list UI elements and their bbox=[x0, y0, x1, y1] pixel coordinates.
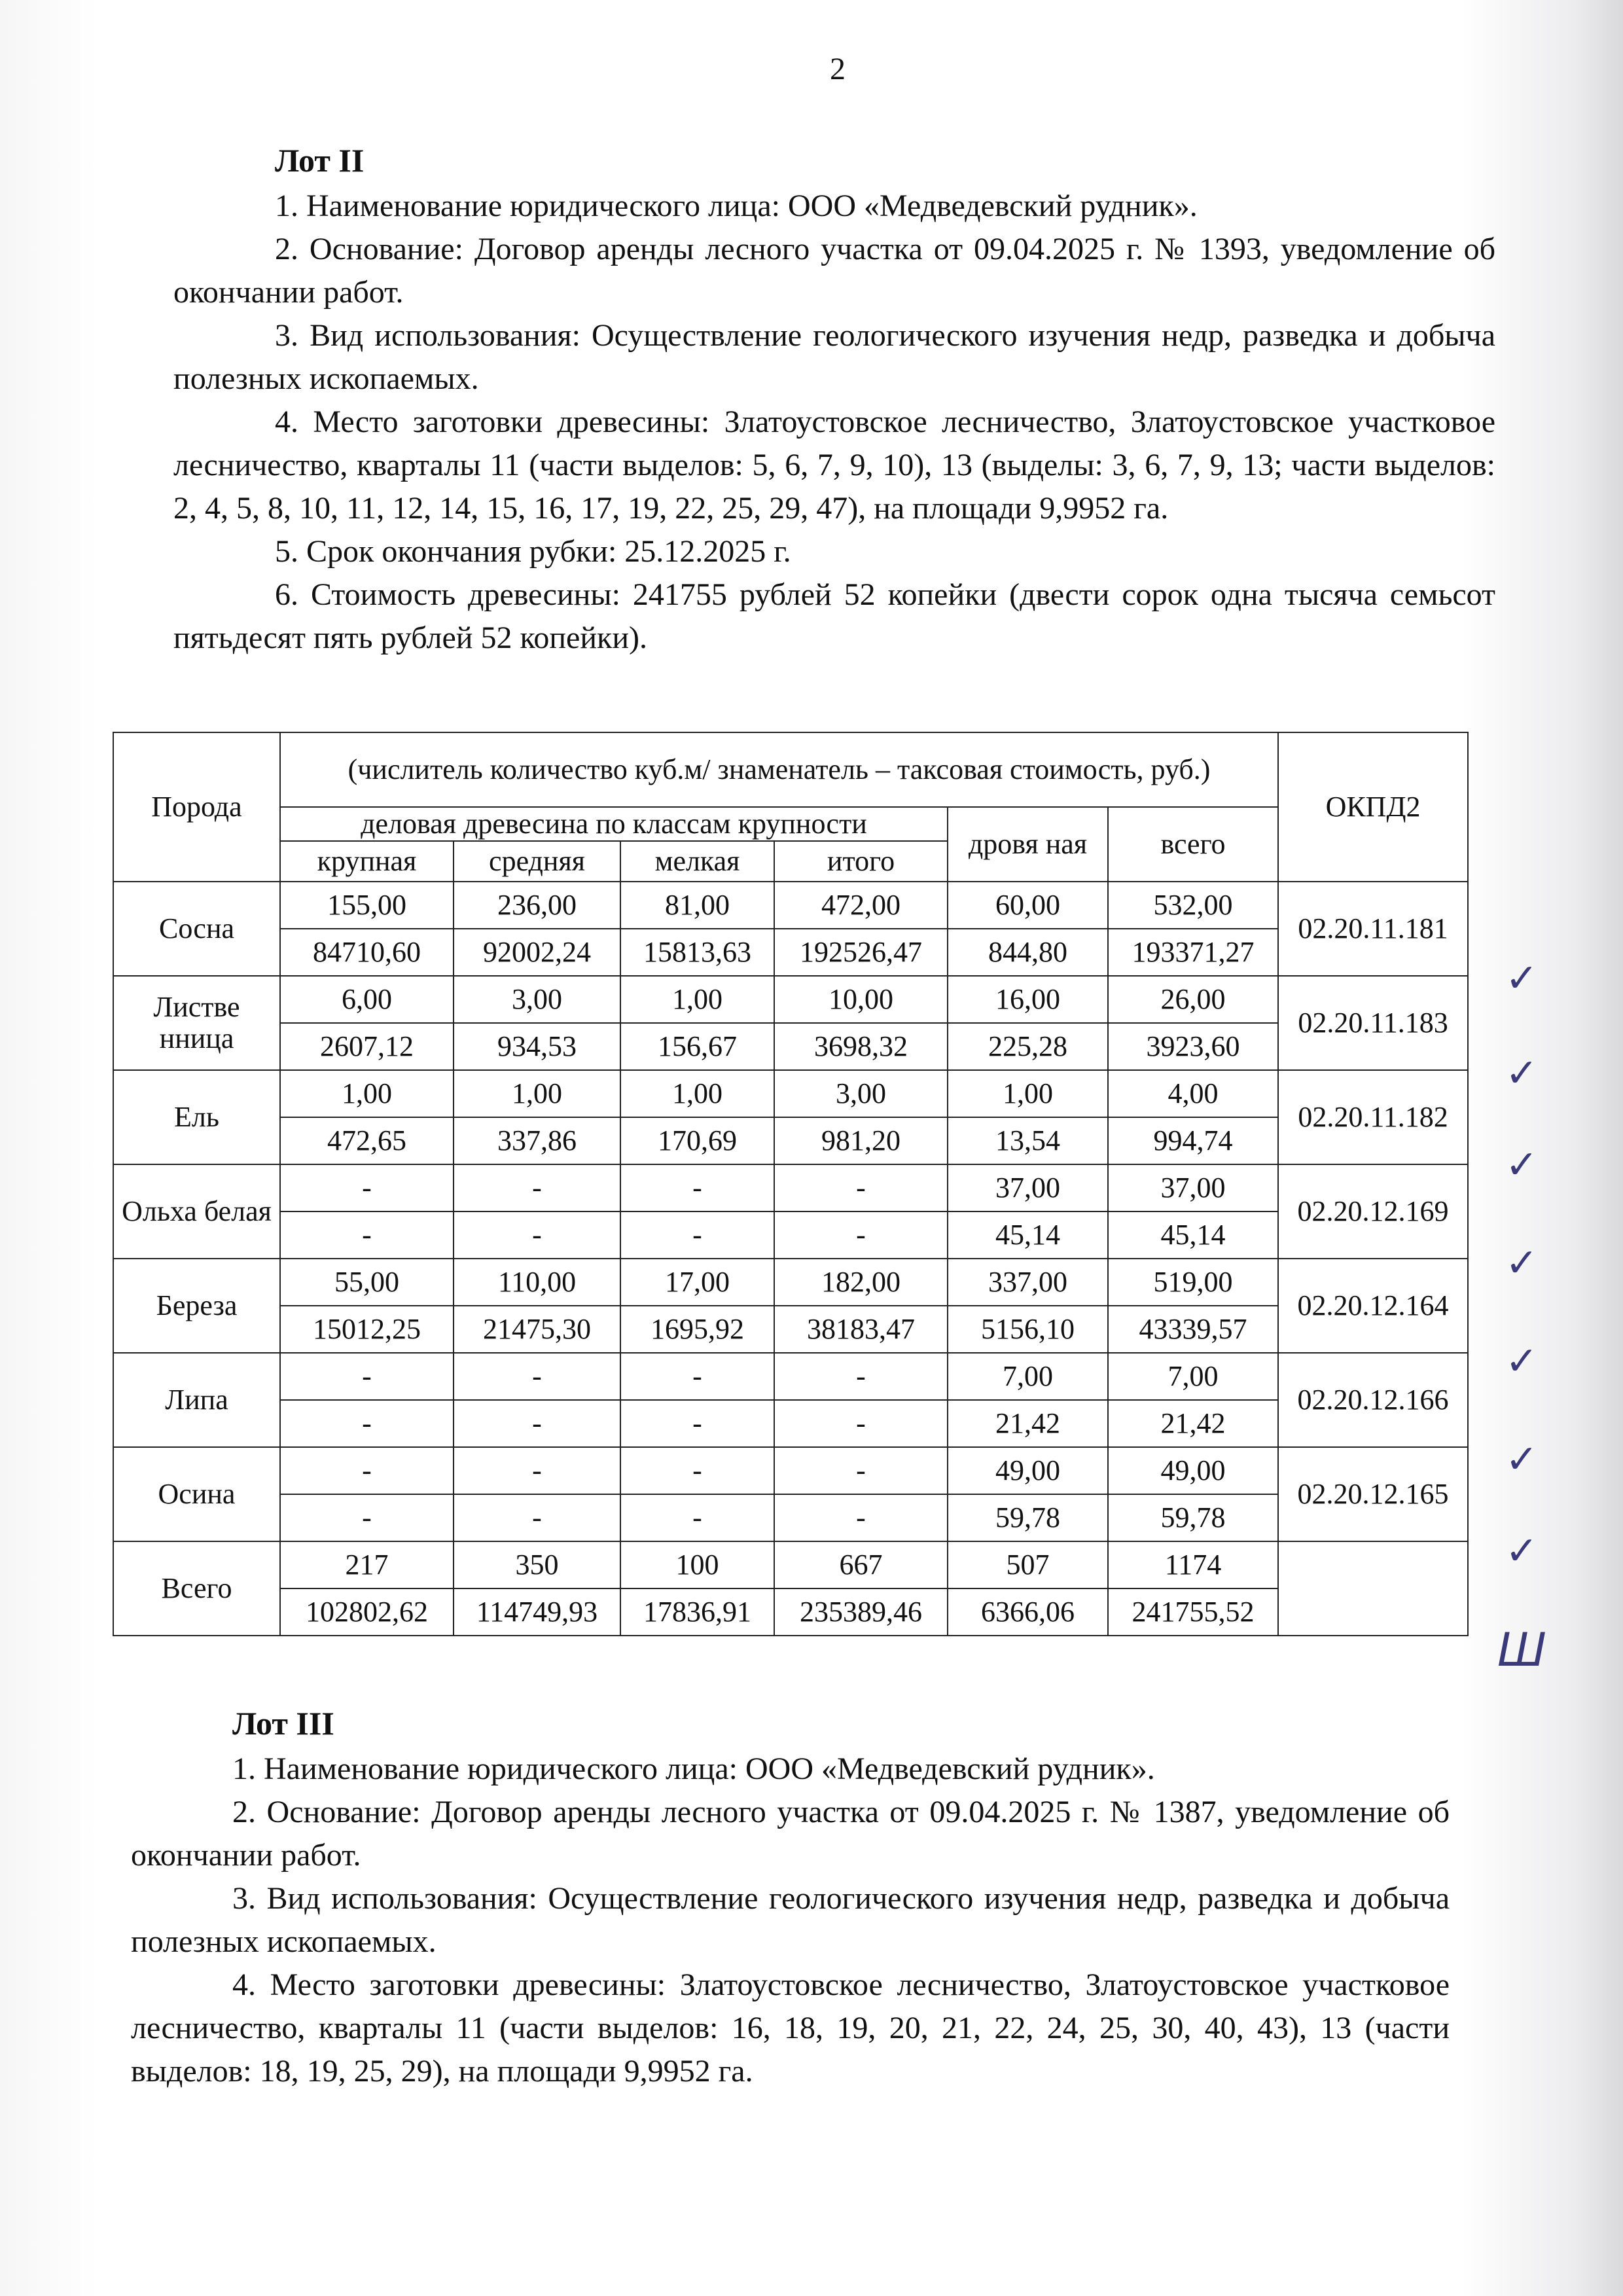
table-row bbox=[113, 1023, 1468, 1070]
species-cell: Листве нница bbox=[113, 976, 280, 1070]
timber-table bbox=[113, 732, 1469, 1636]
species-cell: Ольха белая bbox=[113, 1164, 280, 1259]
volume-cell: 155,00 bbox=[280, 882, 454, 929]
check-mark-icon: ✓ bbox=[1505, 1050, 1539, 1096]
cost-cell: 3923,60 bbox=[1108, 1023, 1278, 1070]
okpd-cell: 02.20.11.183 bbox=[1278, 976, 1468, 1070]
cost-cell: 472,65 bbox=[280, 1117, 454, 1164]
volume-cell: - bbox=[280, 1447, 454, 1494]
cost-cell: 21475,30 bbox=[454, 1306, 620, 1353]
cost-cell: 193371,27 bbox=[1108, 929, 1278, 976]
volume-cell: - bbox=[620, 1164, 774, 1211]
volume-cell: 110,00 bbox=[454, 1259, 620, 1306]
table-body bbox=[113, 882, 1468, 1636]
lot-3-item-1: 1. Наименование юридического лица: ООО «Медведевский рудник». bbox=[232, 1751, 1155, 1786]
cost-cell: - bbox=[620, 1211, 774, 1259]
volume-cell: 1,00 bbox=[620, 1070, 774, 1117]
cost-cell: - bbox=[620, 1494, 774, 1541]
volume-cell: 37,00 bbox=[1108, 1164, 1278, 1211]
volume-cell: 37,00 bbox=[948, 1164, 1108, 1211]
volume-cell: - bbox=[774, 1447, 948, 1494]
check-mark-icon: ✓ bbox=[1505, 1338, 1539, 1384]
species-cell: Сосна bbox=[113, 882, 280, 976]
check-mark-icon: ✓ bbox=[1505, 1528, 1539, 1574]
lot-3-item-4: 4. Место заготовки древесины: Златоустовское лесничество, Златоустовское участковое лесничество, кварталы 11 (части выделов: 16, 18, 19, 20, 21, 22, 24, 25, 30, 40, 43), 13 (части выделов: 18, 19, 25, 29), на площади 9,9952 га. bbox=[131, 1967, 1450, 2089]
lot-2-item-5: 5. Срок окончания рубки: 25.12.2025 г. bbox=[275, 534, 791, 569]
okpd-cell: 02.20.11.181 bbox=[1278, 882, 1468, 976]
volume-cell: 7,00 bbox=[948, 1353, 1108, 1400]
volume-cell: - bbox=[774, 1353, 948, 1400]
cost-cell: - bbox=[774, 1211, 948, 1259]
cost-cell: - bbox=[774, 1400, 948, 1447]
volume-cell: 182,00 bbox=[774, 1259, 948, 1306]
volume-cell: - bbox=[774, 1164, 948, 1211]
cost-cell: 235389,46 bbox=[774, 1588, 948, 1636]
volume-cell: 4,00 bbox=[1108, 1070, 1278, 1117]
cost-cell: 45,14 bbox=[1108, 1211, 1278, 1259]
volume-cell: - bbox=[454, 1353, 620, 1400]
volume-cell: 3,00 bbox=[454, 976, 620, 1023]
table-row bbox=[113, 1259, 1468, 1306]
cost-cell: 92002,24 bbox=[454, 929, 620, 976]
cost-cell: 59,78 bbox=[1108, 1494, 1278, 1541]
volume-cell: 532,00 bbox=[1108, 882, 1278, 929]
volume-cell: 472,00 bbox=[774, 882, 948, 929]
cost-cell: 43339,57 bbox=[1108, 1306, 1278, 1353]
table-row bbox=[113, 1353, 1468, 1400]
cost-cell: 994,74 bbox=[1108, 1117, 1278, 1164]
lot-2-title: Лот II bbox=[275, 142, 365, 179]
table-row bbox=[113, 1070, 1468, 1117]
cost-cell: 6366,06 bbox=[948, 1588, 1108, 1636]
header-medium: средняя bbox=[454, 841, 620, 882]
cost-cell: 156,67 bbox=[620, 1023, 774, 1070]
volume-cell: 236,00 bbox=[454, 882, 620, 929]
lot-3-section bbox=[131, 1702, 1450, 2093]
volume-cell: 100 bbox=[620, 1541, 774, 1588]
volume-cell: 337,00 bbox=[948, 1259, 1108, 1306]
volume-cell: 26,00 bbox=[1108, 976, 1278, 1023]
header-species: Порода bbox=[113, 732, 280, 882]
okpd-cell: 02.20.12.165 bbox=[1278, 1447, 1468, 1541]
lot-2-item-3: 3. Вид использования: Осуществление геологического изучения недр, разведка и добыча полезных ископаемых. bbox=[173, 318, 1495, 396]
table-row bbox=[113, 1494, 1468, 1541]
table-row bbox=[113, 1164, 1468, 1211]
volume-cell: 1,00 bbox=[620, 976, 774, 1023]
volume-cell: 17,00 bbox=[620, 1259, 774, 1306]
cost-cell: 192526,47 bbox=[774, 929, 948, 976]
cost-cell: 241755,52 bbox=[1108, 1588, 1278, 1636]
page-number: 2 bbox=[830, 52, 846, 86]
table-row bbox=[113, 882, 1468, 929]
volume-cell: 1174 bbox=[1108, 1541, 1278, 1588]
cost-cell: 934,53 bbox=[454, 1023, 620, 1070]
volume-cell: 6,00 bbox=[280, 976, 454, 1023]
cost-cell: 1695,92 bbox=[620, 1306, 774, 1353]
volume-cell: 3,00 bbox=[774, 1070, 948, 1117]
cost-cell: 15012,25 bbox=[280, 1306, 454, 1353]
cost-cell: 102802,62 bbox=[280, 1588, 454, 1636]
lot-2-item-4: 4. Место заготовки древесины: Златоустовское лесничество, Златоустовское участковое лесничество, кварталы 11 (части выделов: 5, 6, 7, 9, 10), 13 (выделы: 3, 6, 7, 9, 13; части выделов: 2, 4, 5, 8, 10, 11, 12, 14, 15, 16, 17, 19, 22, 25, 29, 47), на площади 9,9952 га. bbox=[173, 404, 1495, 526]
lot-3-title: Лот III bbox=[232, 1705, 334, 1742]
cost-cell: 45,14 bbox=[948, 1211, 1108, 1259]
table-row bbox=[113, 1541, 1468, 1588]
cost-cell: 844,80 bbox=[948, 929, 1108, 976]
cost-cell: 15813,63 bbox=[620, 929, 774, 976]
okpd-cell bbox=[1278, 1541, 1468, 1636]
volume-cell: 49,00 bbox=[948, 1447, 1108, 1494]
cost-cell: - bbox=[774, 1494, 948, 1541]
species-cell: Ель bbox=[113, 1070, 280, 1164]
table-row bbox=[113, 1211, 1468, 1259]
species-cell: Осина bbox=[113, 1447, 280, 1541]
table-row bbox=[113, 1306, 1468, 1353]
volume-cell: 7,00 bbox=[1108, 1353, 1278, 1400]
okpd-cell: 02.20.12.166 bbox=[1278, 1353, 1468, 1447]
table-row bbox=[113, 1117, 1468, 1164]
cost-cell: 981,20 bbox=[774, 1117, 948, 1164]
lot-3-item-2: 2. Основание: Договор аренды лесного участка от 09.04.2025 г. № 1387, уведомление об окончании работ. bbox=[131, 1795, 1450, 1873]
volume-cell: 10,00 bbox=[774, 976, 948, 1023]
cost-cell: 3698,32 bbox=[774, 1023, 948, 1070]
cost-cell: 17836,91 bbox=[620, 1588, 774, 1636]
table-row bbox=[113, 976, 1468, 1023]
handwritten-initials: Ш bbox=[1497, 1623, 1546, 1677]
header-large: крупная bbox=[280, 841, 454, 882]
okpd-cell: 02.20.12.164 bbox=[1278, 1259, 1468, 1353]
cost-cell: 84710,60 bbox=[280, 929, 454, 976]
lot-2-item-6: 6. Стоимость древесины: 241755 рублей 52 копейки (двести сорок одна тысяча семьсот пятьдесят пять рублей 52 копейки). bbox=[173, 577, 1495, 655]
table-row bbox=[113, 929, 1468, 976]
cost-cell: 5156,10 bbox=[948, 1306, 1108, 1353]
cost-cell: - bbox=[454, 1494, 620, 1541]
volume-cell: - bbox=[280, 1353, 454, 1400]
header-subtotal: итого bbox=[774, 841, 948, 882]
volume-cell: - bbox=[620, 1353, 774, 1400]
cost-cell: 337,86 bbox=[454, 1117, 620, 1164]
okpd-cell: 02.20.12.169 bbox=[1278, 1164, 1468, 1259]
volume-cell: 49,00 bbox=[1108, 1447, 1278, 1494]
cost-cell: 114749,93 bbox=[454, 1588, 620, 1636]
cost-cell: - bbox=[454, 1400, 620, 1447]
volume-cell: 55,00 bbox=[280, 1259, 454, 1306]
cost-cell: 2607,12 bbox=[280, 1023, 454, 1070]
volume-cell: - bbox=[620, 1447, 774, 1494]
volume-cell: 1,00 bbox=[280, 1070, 454, 1117]
cost-cell: - bbox=[280, 1494, 454, 1541]
header-small: мелкая bbox=[620, 841, 774, 882]
cost-cell: - bbox=[454, 1211, 620, 1259]
check-mark-icon: ✓ bbox=[1505, 1240, 1539, 1286]
volume-cell: - bbox=[280, 1164, 454, 1211]
cost-cell: - bbox=[280, 1211, 454, 1259]
species-cell: Липа bbox=[113, 1353, 280, 1447]
volume-cell: 1,00 bbox=[948, 1070, 1108, 1117]
cost-cell: 21,42 bbox=[1108, 1400, 1278, 1447]
header-okpd: ОКПД2 bbox=[1278, 732, 1468, 882]
volume-cell: - bbox=[454, 1164, 620, 1211]
volume-cell: 519,00 bbox=[1108, 1259, 1278, 1306]
cost-cell: 38183,47 bbox=[774, 1306, 948, 1353]
table-row bbox=[113, 1588, 1468, 1636]
species-cell: Всего bbox=[113, 1541, 280, 1636]
volume-cell: 217 bbox=[280, 1541, 454, 1588]
check-mark-icon: ✓ bbox=[1505, 1437, 1539, 1482]
header-total: всего bbox=[1108, 807, 1278, 882]
lot-2-section bbox=[173, 139, 1495, 660]
volume-cell: 667 bbox=[774, 1541, 948, 1588]
cost-cell: 21,42 bbox=[948, 1400, 1108, 1447]
okpd-cell: 02.20.11.182 bbox=[1278, 1070, 1468, 1164]
lot-3-item-3: 3. Вид использования: Осуществление геологического изучения недр, разведка и добыча полезных ископаемых. bbox=[131, 1881, 1450, 1959]
volume-cell: 81,00 bbox=[620, 882, 774, 929]
table-row bbox=[113, 1447, 1468, 1494]
cost-cell: 225,28 bbox=[948, 1023, 1108, 1070]
volume-cell: 60,00 bbox=[948, 882, 1108, 929]
cost-cell: - bbox=[280, 1400, 454, 1447]
species-cell: Береза bbox=[113, 1259, 280, 1353]
lot-2-item-1: 1. Наименование юридического лица: ООО «Медведевский рудник». bbox=[275, 188, 1198, 223]
table-row bbox=[113, 1400, 1468, 1447]
check-mark-icon: ✓ bbox=[1505, 956, 1539, 1001]
cost-cell: 170,69 bbox=[620, 1117, 774, 1164]
volume-cell: 350 bbox=[454, 1541, 620, 1588]
volume-cell: 16,00 bbox=[948, 976, 1108, 1023]
lot-2-item-2: 2. Основание: Договор аренды лесного участка от 09.04.2025 г. № 1393, уведомление об окончании работ. bbox=[173, 232, 1495, 310]
header-business-timber: деловая древесина по классам крупности bbox=[280, 807, 948, 841]
cost-cell: 59,78 bbox=[948, 1494, 1108, 1541]
volume-cell: 507 bbox=[948, 1541, 1108, 1588]
volume-cell: - bbox=[454, 1447, 620, 1494]
cost-cell: - bbox=[620, 1400, 774, 1447]
header-fuel: дровя ная bbox=[948, 807, 1108, 882]
volume-cell: 1,00 bbox=[454, 1070, 620, 1117]
header-caption: (числитель количество куб.м/ знаменатель – таксовая стоимость, руб.) bbox=[280, 732, 1278, 807]
check-mark-icon: ✓ bbox=[1505, 1142, 1539, 1188]
cost-cell: 13,54 bbox=[948, 1117, 1108, 1164]
